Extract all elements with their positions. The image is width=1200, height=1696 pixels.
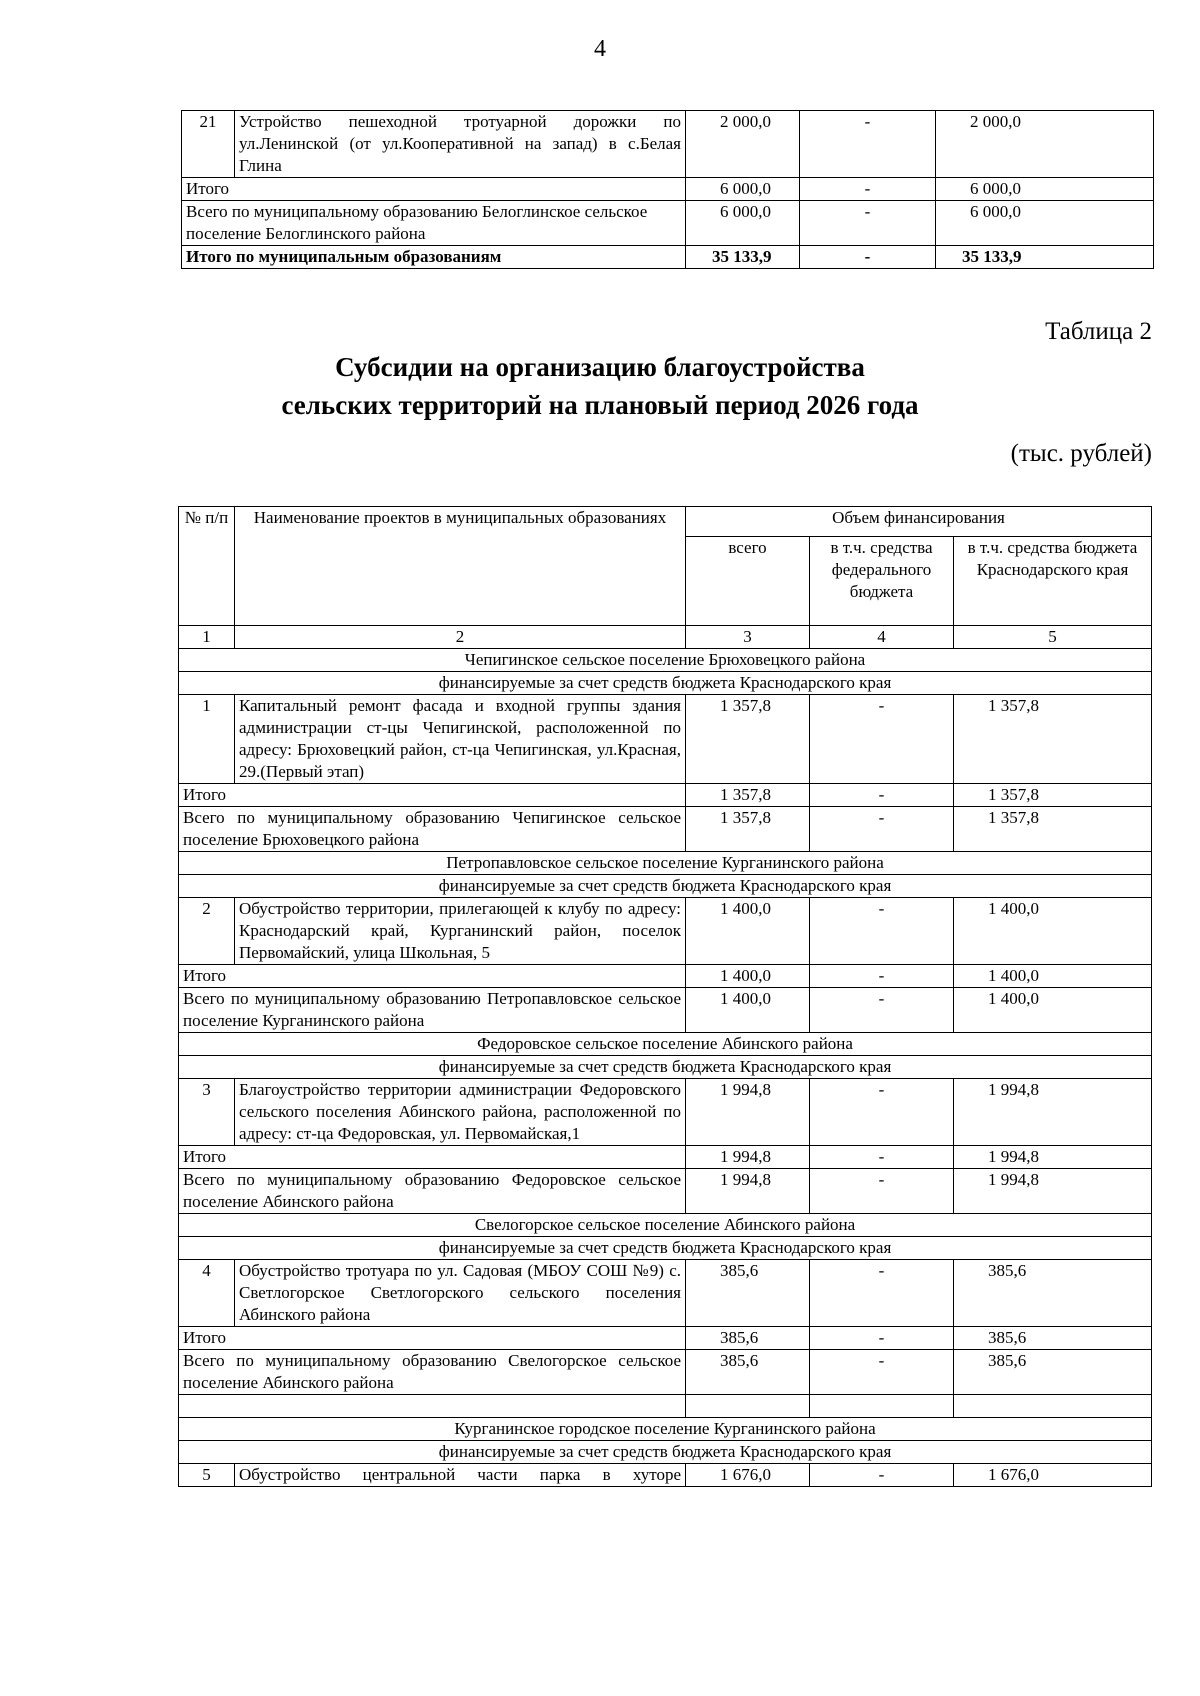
total-value: 2 000,0 — [686, 111, 800, 178]
municipality-row — [179, 1214, 1152, 1237]
total-value: 1 357,8 — [686, 807, 810, 852]
itogo-mo-label: Итого по муниципальным образованиям — [182, 246, 686, 269]
total-value: 385,6 — [686, 1260, 810, 1327]
regional-value: 385,6 — [954, 1327, 1152, 1350]
units-label: (тыс. рублей) — [1010, 440, 1152, 467]
municipality-name: Петропавловское сельское поселение Курганинского района — [179, 852, 1152, 875]
itogo-row — [179, 784, 1152, 807]
header-volume: Объем финансирования — [686, 507, 1152, 537]
funded-label: финансируемые за счет средств бюджета Краснодарского края — [179, 1237, 1152, 1260]
funded-row — [179, 1056, 1152, 1079]
vsego-label: Всего по муниципальному образованию Петропавловское сельское поселение Курганинского района — [179, 988, 686, 1033]
funded-label: финансируемые за счет средств бюджета Краснодарского края — [179, 1441, 1152, 1464]
empty-cell — [954, 1395, 1152, 1418]
empty-cell — [686, 1395, 810, 1418]
itogo-label: Итого — [179, 965, 686, 988]
federal-value: - — [810, 1464, 954, 1487]
municipality-row — [179, 1418, 1152, 1441]
vsego-row — [179, 1350, 1152, 1395]
municipality-name: Чепигинское сельское поселение Брюховецкого района — [179, 649, 1152, 672]
federal-value: - — [810, 1169, 954, 1214]
funded-row — [179, 1441, 1152, 1464]
federal-value: - — [810, 1146, 954, 1169]
regional-value: 1 994,8 — [954, 1146, 1152, 1169]
federal-value: - — [810, 1350, 954, 1395]
col-number: 4 — [810, 626, 954, 649]
total-value: 1 357,8 — [686, 695, 810, 784]
federal-value: - — [800, 178, 936, 201]
municipality-name: Курганинское городское поселение Курганинского района — [179, 1418, 1152, 1441]
total-value: 1 400,0 — [686, 988, 810, 1033]
federal-value: - — [810, 898, 954, 965]
table-row — [182, 111, 1154, 178]
page-number: 4 — [594, 36, 606, 62]
regional-value: 1 400,0 — [954, 965, 1152, 988]
header-name: Наименование проектов в муниципальных образованиях — [235, 507, 686, 626]
page-title — [0, 348, 1200, 424]
total-value: 6 000,0 — [686, 201, 800, 246]
funded-row — [179, 875, 1152, 898]
regional-value: 1 400,0 — [954, 988, 1152, 1033]
funded-label: финансируемые за счет средств бюджета Краснодарского края — [179, 672, 1152, 695]
total-value: 385,6 — [686, 1327, 810, 1350]
funded-row — [179, 672, 1152, 695]
project-name: Обустройство тротуара по ул. Садовая (МБОУ СОШ №9) с. Светлогорское Светлогорского сельского поселения Абинского района — [235, 1260, 686, 1327]
vsego-label: Всего по муниципальному образованию Свелогорское сельское поселение Абинского района — [179, 1350, 686, 1395]
empty-row — [179, 1395, 1152, 1418]
vsego-label: Всего по муниципальному образованию Белоглинское сельское поселение Белоглинского района — [182, 201, 686, 246]
municipality-name: Федоровское сельское поселение Абинского района — [179, 1033, 1152, 1056]
itogo-label: Итого — [182, 178, 686, 201]
federal-value: - — [810, 807, 954, 852]
column-numbers-row — [179, 626, 1152, 649]
project-name: Капитальный ремонт фасада и входной группы здания администрации ст-цы Чепигинской, расположенной по адресу: Брюховецкий район, ст-ца Чепигинская, ул.Красная, 29.(Первый этап) — [235, 695, 686, 784]
table-label: Таблица 2 — [1045, 318, 1152, 345]
col-number: 5 — [954, 626, 1152, 649]
total-value: 6 000,0 — [686, 178, 800, 201]
project-row — [179, 1260, 1152, 1327]
itogo-label: Итого — [179, 784, 686, 807]
regional-value: 1 994,8 — [954, 1169, 1152, 1214]
funded-label: финансируемые за счет средств бюджета Краснодарского края — [179, 1056, 1152, 1079]
total-value: 385,6 — [686, 1350, 810, 1395]
municipality-name: Свелогорское сельское поселение Абинского района — [179, 1214, 1152, 1237]
funded-label: финансируемые за счет средств бюджета Краснодарского края — [179, 875, 1152, 898]
project-name: Обустройство территории, прилегающей к клубу по адресу: Краснодарский край, Курганинский район, поселок Первомайский, улица Школьная, 5 — [235, 898, 686, 965]
federal-value: - — [810, 784, 954, 807]
project-name: Устройство пешеходной тротуарной дорожки по ул.Ленинской (от ул.Кооперативной на запад) в с.Белая Глина — [235, 111, 686, 178]
header-num: № п/п — [179, 507, 235, 626]
empty-cell — [179, 1395, 686, 1418]
header-total: всего — [686, 537, 810, 626]
total-value: 1 994,8 — [686, 1146, 810, 1169]
vsego-label: Всего по муниципальному образованию Федоровское сельское поселение Абинского района — [179, 1169, 686, 1214]
col-number: 1 — [179, 626, 235, 649]
total-value: 1 994,8 — [686, 1169, 810, 1214]
vsego-row — [179, 807, 1152, 852]
regional-value: 2 000,0 — [936, 111, 1154, 178]
row-number: 21 — [182, 111, 235, 178]
project-number: 5 — [179, 1464, 235, 1487]
project-name: Обустройство центральной части парка в хуторе — [235, 1464, 686, 1487]
itogo-row — [179, 1146, 1152, 1169]
funded-row — [179, 1237, 1152, 1260]
title-line-1: Субсидии на организацию благоустройства — [335, 352, 865, 382]
project-number: 3 — [179, 1079, 235, 1146]
federal-value: - — [800, 111, 936, 178]
header-row — [179, 507, 1152, 537]
federal-value: - — [810, 1079, 954, 1146]
federal-value: - — [810, 1260, 954, 1327]
regional-value: 1 357,8 — [954, 784, 1152, 807]
regional-value: 6 000,0 — [936, 201, 1154, 246]
vsego-label: Всего по муниципальному образованию Чепигинское сельское поселение Брюховецкого района — [179, 807, 686, 852]
vsego-row — [179, 988, 1152, 1033]
municipality-row — [179, 1033, 1152, 1056]
empty-cell — [810, 1395, 954, 1418]
federal-value: - — [810, 965, 954, 988]
total-value: 1 400,0 — [686, 898, 810, 965]
project-row — [179, 1464, 1152, 1487]
total-value: 1 357,8 — [686, 784, 810, 807]
total-value: 1 994,8 — [686, 1079, 810, 1146]
federal-value: - — [810, 695, 954, 784]
project-number: 2 — [179, 898, 235, 965]
federal-value: - — [800, 201, 936, 246]
project-number: 4 — [179, 1260, 235, 1327]
regional-value: 1 400,0 — [954, 898, 1152, 965]
municipality-row — [179, 649, 1152, 672]
itogo-label: Итого — [179, 1146, 686, 1169]
itogo-row — [179, 965, 1152, 988]
itogo-row — [179, 1327, 1152, 1350]
col-number: 2 — [235, 626, 686, 649]
regional-value: 385,6 — [954, 1350, 1152, 1395]
regional-value: 1 676,0 — [954, 1464, 1152, 1487]
project-name: Благоустройство территории администрации Федоровского сельского поселения Абинского района, расположенной по адресу: ст-ца Федоровская, ул. Первомайская,1 — [235, 1079, 686, 1146]
table-1-continuation — [181, 110, 1154, 269]
header-regional: в т.ч. средства бюджета Краснодарского края — [954, 537, 1152, 626]
regional-value: 35 133,9 — [936, 246, 1154, 269]
vsego-row — [182, 201, 1154, 246]
regional-value: 1 357,8 — [954, 695, 1152, 784]
project-number: 1 — [179, 695, 235, 784]
project-row — [179, 1079, 1152, 1146]
total-value: 1 676,0 — [686, 1464, 810, 1487]
project-row — [179, 898, 1152, 965]
vsego-row — [179, 1169, 1152, 1214]
regional-value: 1 994,8 — [954, 1079, 1152, 1146]
total-value: 1 400,0 — [686, 965, 810, 988]
itogo-label: Итого — [179, 1327, 686, 1350]
federal-value: - — [810, 1327, 954, 1350]
total-value: 35 133,9 — [686, 246, 800, 269]
federal-value: - — [810, 988, 954, 1033]
itogo-mo-row — [182, 246, 1154, 269]
table-2 — [178, 506, 1152, 1487]
regional-value: 6 000,0 — [936, 178, 1154, 201]
col-number: 3 — [686, 626, 810, 649]
header-federal: в т.ч. средства федерального бюджета — [810, 537, 954, 626]
project-row — [179, 695, 1152, 784]
municipality-row — [179, 852, 1152, 875]
regional-value: 385,6 — [954, 1260, 1152, 1327]
title-line-2: сельских территорий на плановый период 2026 года — [281, 390, 919, 420]
regional-value: 1 357,8 — [954, 807, 1152, 852]
federal-value: - — [800, 246, 936, 269]
itogo-row — [182, 178, 1154, 201]
